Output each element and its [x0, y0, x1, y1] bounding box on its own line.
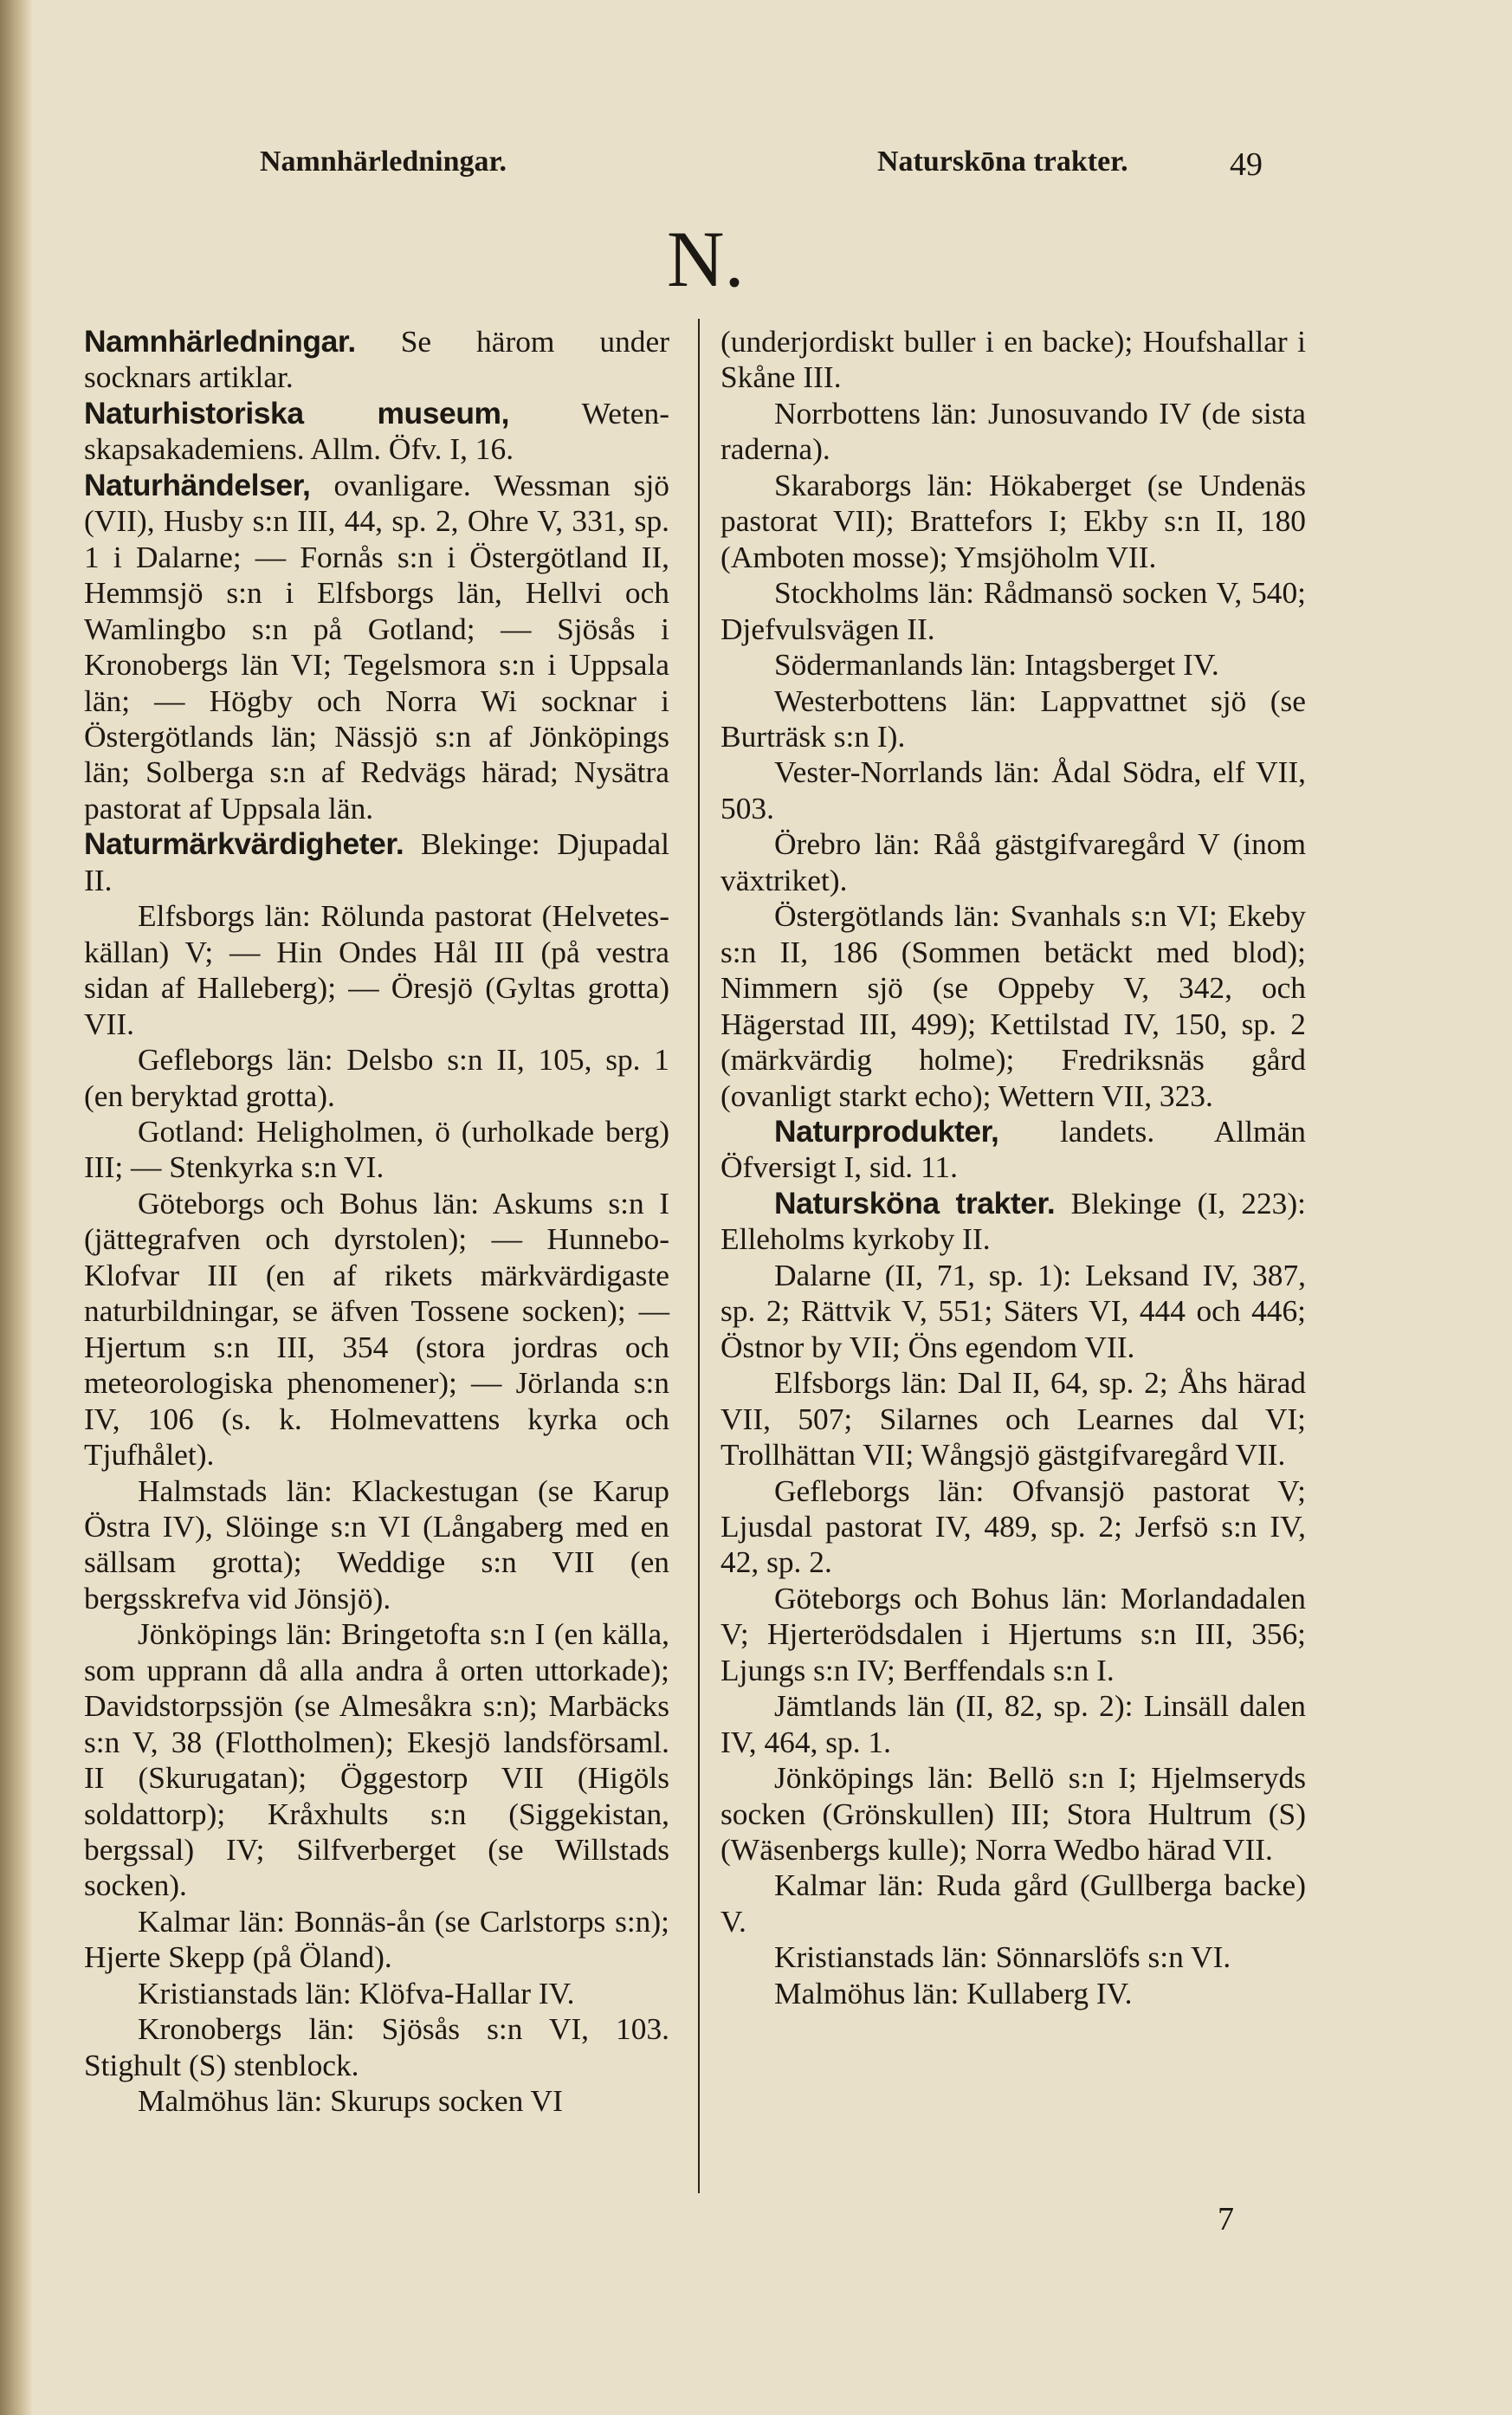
entry: [84, 468, 669, 827]
entry-text: Kalmar län: Bonnäs-ån (se Carlstorps s:n); Hjerte Skepp (på Öland).: [84, 1903, 669, 1975]
entry-text: Örebro län: Råå gästgifvaregård V (inom växtriket).: [720, 826, 1306, 897]
entry-text: Göteborgs och Bohus län: Morlandadalen V; Hjerterödsdalen i Hjertums s:n III, 356; Ljungs s:n IV; Berffendals s:n I.: [720, 1580, 1306, 1687]
entry-heading: Naturhändelser,: [84, 467, 311, 502]
entry: [720, 468, 1306, 575]
entry-text: Östergötlands län: Svanhals s:n VI; Ekeby s:n II, 186 (Sommen betäckt med blod); Nimmern sjö (se Oppeby V, 342, och Hägerstad III, 499); Kettilstad IV, 150, sp. 2 (märkvärdig holme); Fredriksnäs gård (ovanligt starkt echo); Wettern VII, 323.: [720, 898, 1306, 1113]
entry-text: Södermanlands län: Intagsberget IV.: [774, 647, 1219, 683]
entry-text: landets. Allmän Öfversigt I, sid. 11.: [720, 1113, 1306, 1185]
entry: [720, 575, 1306, 647]
entry-text: Gotland: Heligholmen, ö (urholkade berg) III; — Stenkyrka s:n VI.: [84, 1113, 669, 1185]
entry-text: Halmstads län: Klackestugan (se Karup Östra IV), Slöinge s:n VI (Långaberg med en sällsam grotta); Weddige s:n VII (en bergsskrefva vid Jönsjö).: [84, 1473, 669, 1615]
entry-text: Gefleborgs län: Ofvansjö pastorat V; Ljusdal pastorat IV, 489, sp. 2; Jerfsö s:n IV, 42, sp. 2.: [720, 1473, 1306, 1580]
entry-text: Jönköpings län: Bellö s:n I; Hjelmseryds socken (Grönskullen) III; Stora Hultrum (S) (Wäsenbergs kulle); Norra Wedbo härad VII.: [720, 1760, 1306, 1868]
entry-text: Kalmar län: Ruda gård (Gullberga backe) V.: [720, 1868, 1306, 1939]
entry-text: Se härom under socknars artiklar.: [84, 324, 669, 395]
binding-shadow: [0, 0, 33, 2415]
entry: [720, 1868, 1306, 1939]
entry: [720, 1939, 1306, 1975]
text-column-left: [84, 324, 669, 2120]
entry-text: Dalarne (II, 71, sp. 1): Leksand IV, 387, sp. 2; Rättvik V, 551; Säters VI, 444 och 446; Östnor by VII; Öns egendom VII.: [720, 1257, 1306, 1364]
entry: [84, 1904, 669, 1976]
entry: [720, 683, 1306, 755]
entry: [720, 1976, 1306, 2011]
entry: [720, 1258, 1306, 1365]
entry-text: ovanligare. Wessman sjö (VII), Husby s:n III, 44, sp. 2, Ohre V, 331, sp. 1 i Dalarne; — Fornås s:n i Östergötland II, Hemmsjö s:n i Elfsborgs län, Hellvi och Wamlingbo s:n på Gotland; — Sjösås i Kronobergs län VI; Tegelsmora s:n i Uppsala län; — Högby och Norra Wi socknar i Östergötlands län; Nässjö s:n af Jönköpings län; Solberga s:n af Redvägs härad; Nysätra pastorat af Uppsala län.: [84, 467, 669, 826]
entry: [84, 324, 669, 396]
entry: [720, 1688, 1306, 1760]
entry-text: Kristianstads län: Sönnarslöfs s:n VI.: [774, 1939, 1231, 1975]
entry-text: Kronobergs län: Sjösås s:n VI, 103. Stighult (S) stenblock.: [84, 2011, 669, 2082]
page-number: 49: [1230, 146, 1263, 183]
entry-text: Jämtlands län (II, 82, sp. 2): Linsäll dalen IV, 464, sp. 1.: [720, 1688, 1306, 1759]
entry-text: Blekinge (I, 223): Elleholms kyrkoby II.: [720, 1185, 1306, 1257]
entry: [720, 826, 1306, 898]
entry: [720, 1114, 1306, 1186]
entry: [84, 2011, 669, 2083]
entry-text: Norrbottens län: Junosuvando IV (de sista raderna).: [720, 395, 1306, 467]
entry-heading: Namnhärledningar.: [84, 324, 356, 359]
entry: [720, 396, 1306, 468]
entry: [720, 754, 1306, 826]
entry: [720, 324, 1306, 396]
entry: [720, 1365, 1306, 1473]
entry-text: Elfsborgs län: Rölunda pastorat (Helvetes-källan) V; — Hin Ondes Hål III (på vestra sidan af Halleberg); — Öresjö (Gyltas grotta) VII.: [84, 898, 669, 1041]
entry-text: Vester-Norrlands län: Ådal Södra, elf VII, 503.: [720, 754, 1306, 826]
entry-text: Malmöhus län: Kullaberg IV.: [774, 1975, 1133, 2010]
entry-text: Elfsborgs län: Dal II, 64, sp. 2; Åhs härad VII, 507; Silarnes och Learnes dal VI; Trollhättan VII; Wångsjö gästgifvaregård VII.: [720, 1365, 1306, 1473]
signature-mark: 7: [1218, 2201, 1234, 2237]
entry: [720, 898, 1306, 1114]
entry: [84, 898, 669, 1042]
entry: [84, 1473, 669, 1617]
running-head-right: Naturskōna trakter.: [877, 146, 1128, 178]
entry-heading: Naturmärkvärdigheter.: [84, 826, 404, 862]
entry: [84, 826, 669, 898]
entry: [84, 1186, 669, 1473]
entry-heading: Natursköna trakter.: [774, 1185, 1056, 1220]
column-rule: [698, 319, 700, 2193]
entry: [84, 1042, 669, 1114]
entry: [84, 2083, 669, 2119]
entry: [720, 1186, 1306, 1258]
entry-text: Kristianstads län: Klöfva-Hallar IV.: [138, 1975, 575, 2010]
text-column-right: [720, 324, 1306, 2011]
running-head-left: Namnhärledningar.: [260, 146, 507, 178]
entry: [720, 1581, 1306, 1688]
entry-text: Göteborgs och Bohus län: Askums s:n I (jättegrafven och dyrstolen); — Hunnebo-Klofvar III (en af rikets märkvärdigaste naturbildningar, se äfven Tossene socken); — Hjertum s:n III, 354 (stora jordras och meteorologiska phenomener); — Jörlanda s:n IV, 106 (s. k. Holmevattens kyrka och Tjufhålet).: [84, 1185, 669, 1473]
entry-text: Westerbottens län: Lappvattnet sjö (se Burträsk s:n I).: [720, 683, 1306, 754]
entry: [84, 1114, 669, 1186]
entry-text: Gefleborgs län: Delsbo s:n II, 105, sp. 1 (en beryktad grotta).: [84, 1042, 669, 1113]
entry: [720, 1473, 1306, 1581]
entry-text: Jönköpings län: Bringetofta s:n I (en källa, som upprann då alla andra å orten uttorkade); Davidstorpssjön (se Almesåkra s:n); Marbäcks s:n V, 38 (Flottholmen); Ekesjö landsförsaml. II (Skurugatan); Öggestorp VII (Higöls soldattorp); Kråxhults s:n (Siggekistan, bergssal) IV; Silfverberget (se Willstads socken).: [84, 1616, 669, 1903]
entry-text: Malmöhus län: Skurups socken VI: [138, 2083, 563, 2119]
entry-heading: Naturprodukter,: [774, 1113, 999, 1149]
entry: [84, 1976, 669, 2011]
section-letter: N.: [667, 215, 745, 303]
entry: [720, 1760, 1306, 1868]
entry-text: Blekinge: Djupadal II.: [84, 826, 669, 897]
entry-heading: Naturhistoriska museum,: [84, 395, 510, 431]
entry: [720, 647, 1306, 683]
entry-text: Wetenskapsakademiens. Allm. Öfv. I, 16.: [84, 395, 669, 467]
entry: [84, 396, 669, 468]
entry-text: Stockholms län: Rådmansö socken V, 540; Djefvulsvägen II.: [720, 575, 1306, 646]
entry-text: Skaraborgs län: Hökaberget (se Undenäs pastorat VII); Brattefors I; Ekby s:n II, 180 (Amboten mosse); Ymsjöholm VII.: [720, 467, 1306, 574]
entry-text: (underjordiskt buller i en backe); Houfshallar i Skåne III.: [720, 324, 1306, 395]
entry: [84, 1616, 669, 1904]
